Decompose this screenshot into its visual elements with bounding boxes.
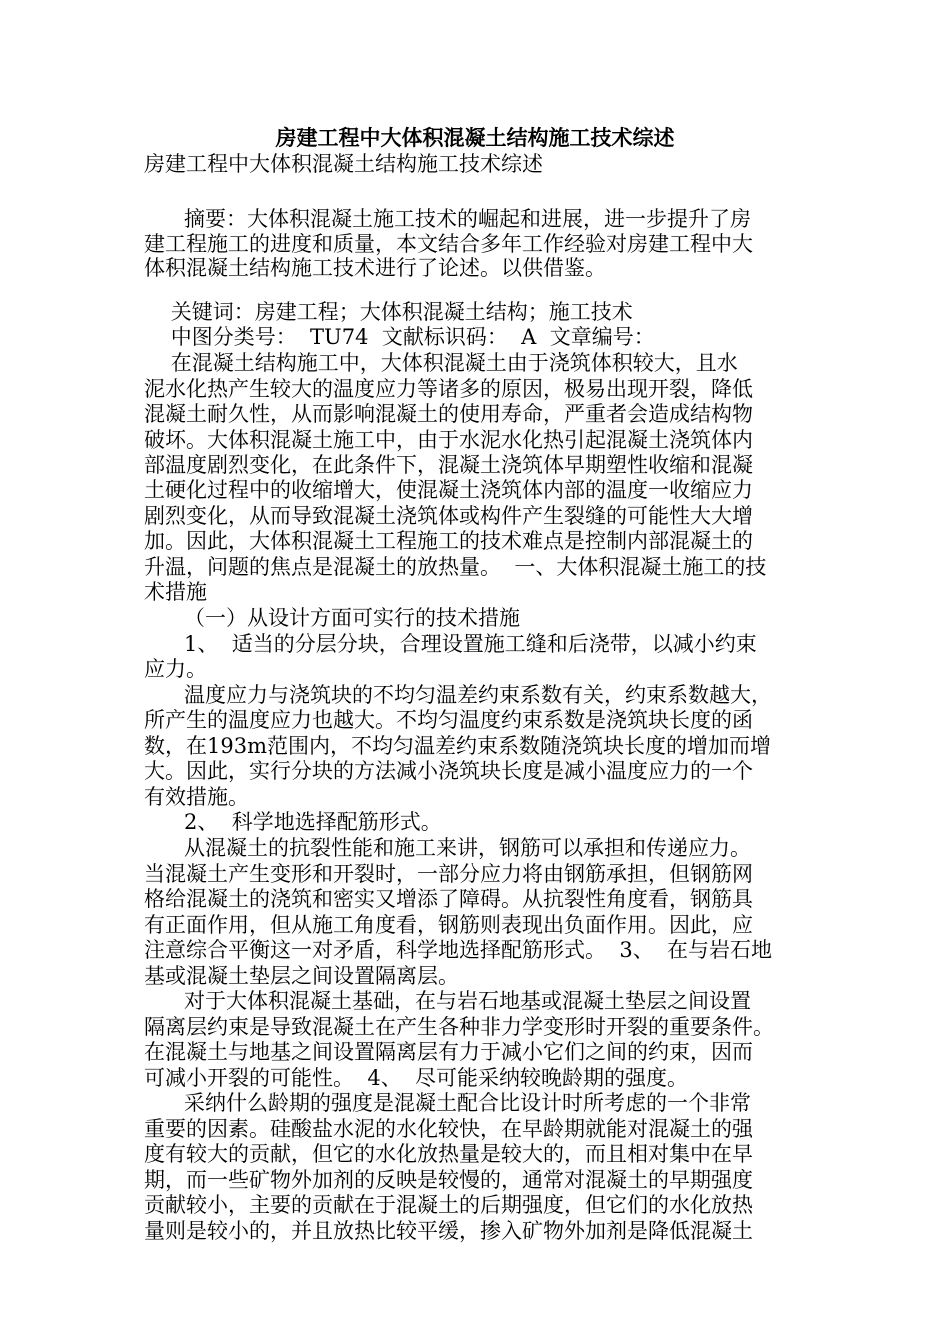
body-line: 2、 科学地选择配筋形式。 [144,810,442,834]
body-line: 房建工程中大体积混凝土结构施工技术综述 [144,152,543,176]
body-line: 建工程施工的进度和质量，本文结合多年工作经验对房建工程中大 [144,232,753,256]
body-line: 重要的因素。硅酸盐水泥的水化较快，在早龄期就能对混凝土的强 [144,1117,753,1141]
body-line: 大。因此，实行分块的方法减小浇筑块长度是减小温度应力的一个 [144,759,753,783]
body-line: 度有较大的贡献，但它的水化放热量是较大的，而且相对集中在早 [144,1142,753,1166]
body-line: 基或混凝土垫层之间设置隔离层。 [144,964,459,988]
body-line: 隔离层约束是导致混凝土在产生各种非力学变形时开裂的重要条件。 [144,1015,774,1039]
body-line: 期，而一些矿物外加剂的反映是较慢的，通常对混凝土的早期强度 [144,1168,753,1192]
body-line: 采纳什么龄期的强度是混凝土配合比设计时所考虑的一个非常 [144,1091,752,1115]
body-line: 有正面作用，但从施工角度看，钢筋则表现出负面作用。因此，应 [144,913,753,937]
body-line: 加。因此，大体积混凝土工程施工的技术难点是控制内部混凝土的 [144,529,753,553]
body-line: 当混凝土产生变形和开裂时，一部分应力将由钢筋承担，但钢筋网 [144,862,753,886]
body-line: 对于大体积混凝土基础，在与岩石地基或混凝土垫层之间设置 [144,989,752,1013]
body-line: 泥水化热产生较大的温度应力等诸多的原因，极易出现开裂，降低 [144,377,753,401]
body-line: 在混凝土结构施工中，大体积混凝土由于浇筑体积较大，且水 [144,351,738,375]
body-line: 所产生的温度应力也越大。不均匀温度约束系数是浇筑块长度的函 [144,708,753,732]
body-line: 体积混凝土结构施工技术进行了论述。以供借鉴。 [144,256,606,280]
body-line: （一）从设计方面可实行的技术措施 [144,606,521,630]
body-line: 应力。 [144,657,207,681]
body-line: 摘要：大体积混凝土施工技术的崛起和进展，进一步提升了房 [144,207,752,231]
body-line: 破坏。大体积混凝土施工中，由于水泥水化热引起混凝土浇筑体内 [144,428,753,452]
body-line: 升温，问题的焦点是混凝土的放热量。 一、大体积混凝土施工的技 [144,555,767,579]
body-line: 剧烈变化，从而导致混凝土浇筑体或构件产生裂缝的可能性大大增 [144,504,753,528]
body-line: 从混凝土的抗裂性能和施工来讲，钢筋可以承担和传递应力。 [144,836,752,860]
body-line: 贡献较小，主要的贡献在于混凝土的后期强度，但它们的水化放热 [144,1193,753,1217]
body-line: 1、 适当的分层分块，合理设置施工缝和后浇带，以减小约束 [144,632,757,656]
body-line: 可减小开裂的可能性。 4、 尽可能采纳较晚龄期的强度。 [144,1066,689,1090]
body-line: 有效措施。 [144,785,249,809]
body-line: 数，在193m范围内，不均匀温差约束系数随浇筑块长度的增加而增 [144,734,771,758]
body-line: 术措施 [144,580,207,604]
body-line: 注意综合平衡这一对矛盾，科学地选择配筋形式。 3、 在与岩石地 [144,938,773,962]
body-line: 混凝土耐久性，从而影响混凝土的使用寿命，严重者会造成结构物 [144,402,753,426]
body-line: 部温度剧烈变化，在此条件下，混凝土浇筑体早期塑性收缩和混凝 [144,453,753,477]
body-line: 土硬化过程中的收缩增大，使混凝土浇筑体内部的温度一收缩应力 [144,478,753,502]
body-line: 温度应力与浇筑块的不均匀温差约束系数有关，约束系数越大， [144,683,773,707]
body-line: 关键词：房建工程；大体积混凝土结构；施工技术 [144,300,633,324]
body-line: 中图分类号： TU74 文献标识码： A 文章编号： [144,325,655,349]
body-line: 格给混凝土的浇筑和密实又增添了障碍。从抗裂性角度看，钢筋具 [144,887,753,911]
body-line: 在混凝土与地基之间设置隔离层有力于减小它们之间的约束，因而 [144,1040,753,1064]
body-line: 量则是较小的，并且放热比较平缓，掺入矿物外加剂是降低混凝土 [144,1219,753,1243]
document-title: 房建工程中大体积混凝土结构施工技术综述 [275,125,675,150]
